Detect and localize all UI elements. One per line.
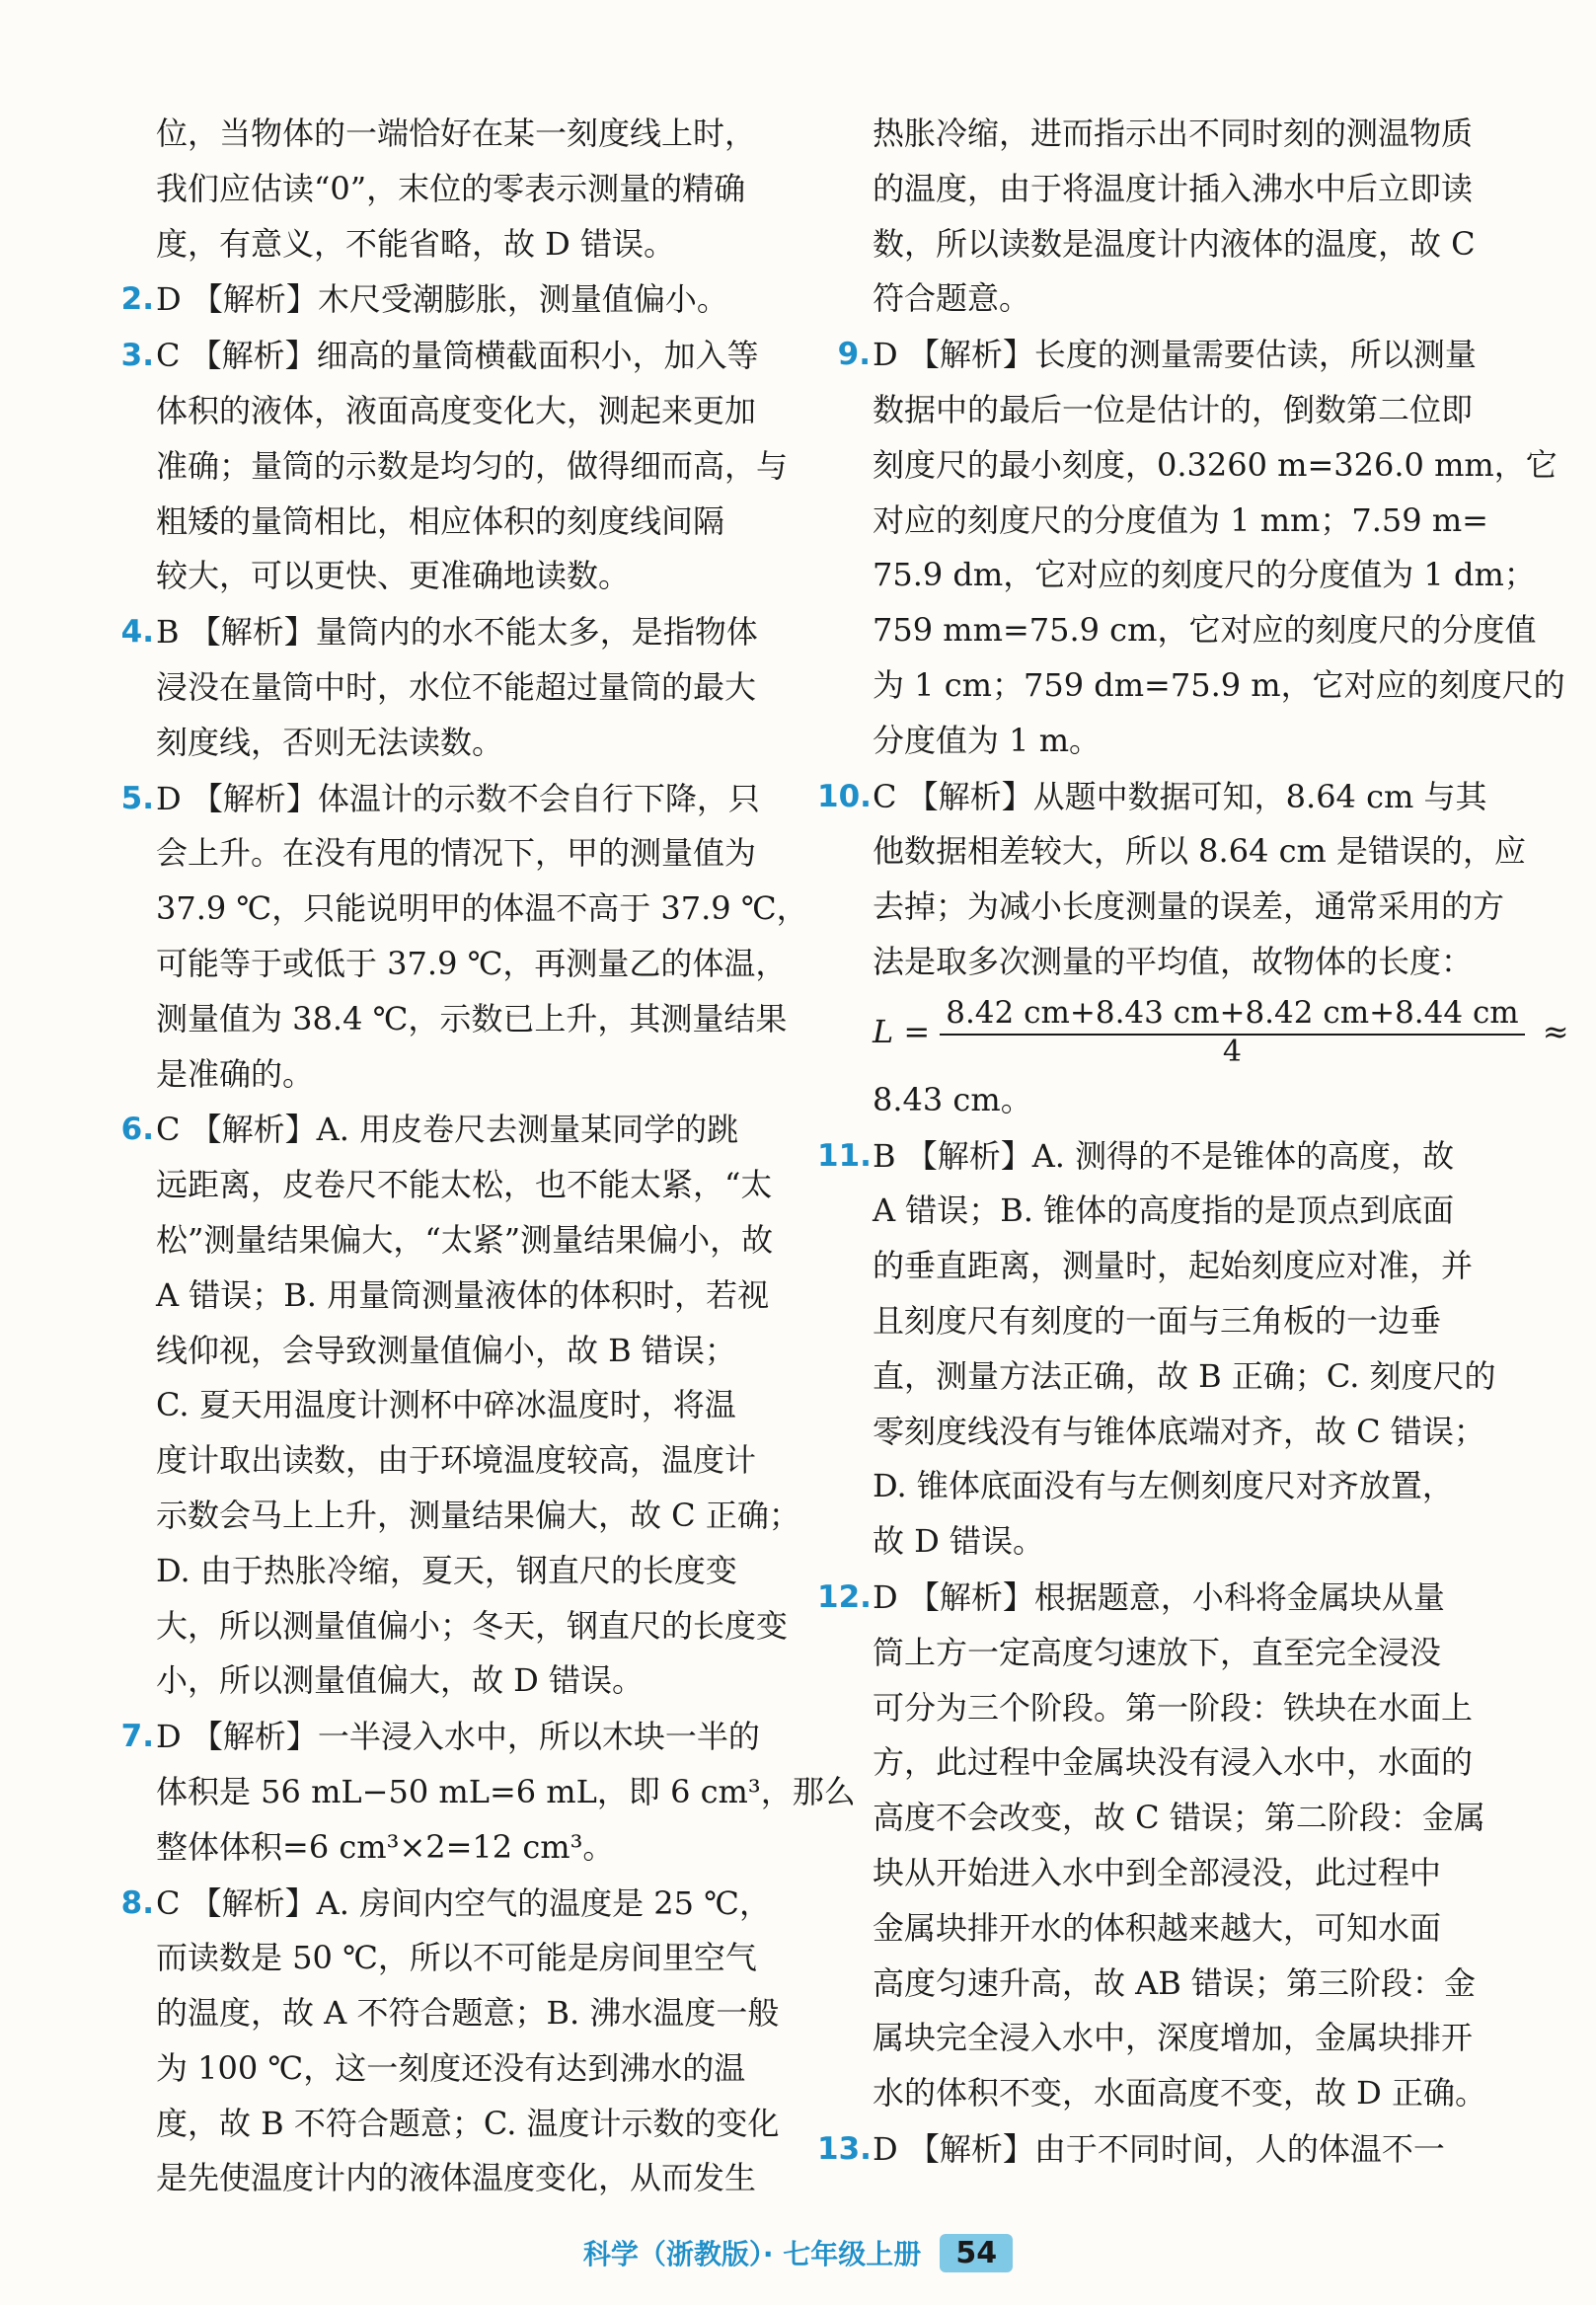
text-line: 他数据相差较大，所以 8.64 cm 是错误的，应	[873, 832, 1527, 871]
text-line: 示数会马上上升，测量结果偏大，故 C 正确；	[156, 1496, 800, 1534]
text-line: 刻度尺的最小刻度，0.3260 m=326.0 mm，它	[873, 445, 1558, 484]
text-line: 方，此过程中金属块没有浸入水中，水面的	[873, 1743, 1474, 1782]
answer-item-5	[111, 772, 808, 1103]
text-line: 法是取多次测量的平均值，故物体的长度：	[873, 942, 1474, 980]
text-line: 高度不会改变，故 C 错误；第二阶段：金属	[873, 1799, 1485, 1837]
text-line: 热胀冷缩，进而指示出不同时刻的测温物质	[873, 115, 1474, 152]
text-line: D 【解析】由于不同时间，人的体温不一	[873, 2129, 1445, 2168]
text-line: B 【解析】A. 测得的不是锥体的高度，故	[873, 1136, 1455, 1175]
text-line: B 【解析】量筒内的水不能太多，是指物体	[156, 613, 758, 652]
item-number: 3.	[120, 338, 154, 374]
text-line: 的垂直距离，测量时，起始刻度应对准，并	[873, 1247, 1474, 1285]
text-line: 刻度线，否则无法读数。	[156, 723, 504, 761]
text-line: 对应的刻度尺的分度值为 1 mm；7.59 m=	[873, 500, 1488, 539]
book-title: 科学（浙教版）· 七年级上册	[582, 2238, 922, 2270]
text-line: 准确；量筒的示数是均匀的，做得细而高，与	[156, 446, 789, 485]
text-line: 测量值为 38.4 ℃，示数已上升，其测量结果	[156, 999, 788, 1037]
text-line: 整体体积=6 cm³×2=12 cm³。	[156, 1827, 615, 1866]
text-line: D 【解析】根据题意，小科将金属块从量	[873, 1577, 1445, 1616]
item-number: 4.	[120, 614, 154, 651]
continued-paragraph-right	[817, 107, 1476, 327]
answer-item-12	[817, 1571, 1487, 2121]
text-line: 分度值为 1 m。	[873, 721, 1102, 759]
text-line: 是先使温度计内的液体温度变化，从而发生	[156, 2159, 757, 2197]
text-line: 可分为三个阶段。第一阶段：铁块在水面上	[873, 1688, 1474, 1727]
answer-item-4	[111, 605, 758, 770]
item-number: 2.	[120, 281, 154, 318]
text-line: 筒上方一定高度匀速放下，直至完全浸没	[873, 1633, 1442, 1671]
right-column	[817, 107, 1569, 2179]
text-line: 块从开始进入水中到全部浸没，此过程中	[873, 1853, 1442, 1891]
text-line: 是准确的。	[156, 1054, 315, 1093]
text-line: D. 由于热胀冷缩，夏天，钢直尺的长度变	[156, 1551, 737, 1589]
text-line: 直，测量方法正确，故 B 正确；C. 刻度尺的	[873, 1356, 1496, 1395]
answer-item-6	[111, 1103, 800, 1709]
text-line: 为 1 cm；759 dm=75.9 m，它对应的刻度尺的	[873, 665, 1565, 704]
text-line: A 错误；B. 锥体的高度指的是顶点到底面	[873, 1191, 1455, 1230]
text-line: 度计取出读数，由于环境温度较高，温度计	[156, 1441, 757, 1480]
text-line: 较大，可以更快、更准确地读数。	[156, 557, 631, 595]
text-line: 松”测量结果偏大，“太紧”测量结果偏小，故	[156, 1220, 774, 1259]
answer-item-3	[111, 329, 789, 604]
item-number: 12.	[817, 1578, 872, 1615]
text-line: 符合题意。	[873, 279, 1031, 318]
continued-paragraph-left	[111, 107, 757, 271]
text-line: 数据中的最后一位是估计的，倒数第二位即	[873, 390, 1474, 428]
item-number: 7.	[120, 1719, 154, 1755]
text-line: 去掉；为减小长度测量的误差，通常采用的方	[873, 887, 1505, 926]
text-line: 759 mm=75.9 cm，它对应的刻度尺的分度值	[873, 611, 1537, 650]
answer-item-8	[111, 1877, 780, 2207]
formula-numerator: 8.42 cm+8.43 cm+8.42 cm+8.44 cm	[940, 994, 1524, 1036]
answer-item-10	[817, 770, 1569, 1128]
text-line: C 【解析】细高的量筒横截面积小，加入等	[156, 337, 759, 375]
page-footer	[0, 2233, 1596, 2272]
text-line: 大，所以测量值偏小；冬天，钢直尺的长度变	[156, 1606, 789, 1645]
text-line: D 【解析】一半浸入水中，所以木块一半的	[156, 1718, 760, 1756]
text-line: 属块完全浸入水中，深度增加，金属块排开	[873, 2019, 1474, 2057]
text-line: 我们应估读“0”，末位的零表示测量的精确	[156, 169, 746, 207]
text-line: 故 D 错误。	[873, 1522, 1045, 1561]
text-line: 高度匀速升高，故 AB 错误；第三阶段：金	[873, 1963, 1476, 2002]
text-line: 体积的液体，液面高度变化大，测起来更加	[156, 391, 757, 429]
formula-fraction	[940, 994, 1524, 1069]
text-line: 线仰视，会导致测量值偏小，故 B 错误；	[156, 1331, 736, 1369]
text-line: 8.43 cm。	[873, 1080, 1032, 1118]
text-line: 而读数是 50 ℃，所以不可能是房间里空气	[156, 1939, 757, 1977]
item-number: 10.	[817, 778, 872, 814]
text-line: 的温度，由于将温度计插入沸水中后立即读	[873, 169, 1474, 207]
answer-item-2	[111, 272, 742, 328]
text-line: 零刻度线没有与锥体底端对齐，故 C 错误；	[873, 1412, 1485, 1450]
text-line: A 错误；B. 用量筒测量液体的体积时，若视	[156, 1275, 770, 1314]
answer-item-9	[817, 328, 1565, 768]
text-line: C 【解析】A. 房间内空气的温度是 25 ℃，	[156, 1883, 771, 1922]
item-number: 11.	[817, 1137, 872, 1174]
approx-symbol: ≈	[1542, 1012, 1569, 1050]
item-number: 9.	[837, 337, 871, 373]
text-line: 75.9 dm，它对应的刻度尺的分度值为 1 dm；	[873, 556, 1536, 594]
text-line: D. 锥体底面没有与左侧刻度尺对齐放置，	[873, 1467, 1454, 1505]
text-line: 粗矮的量筒相比，相应体积的刻度线间隔	[156, 501, 725, 540]
text-line: 会上升。在没有甩的情况下，甲的测量值为	[156, 834, 757, 873]
text-line: 37.9 ℃，只能说明甲的体温不高于 37.9 ℃，	[156, 889, 808, 928]
page-number: 54	[940, 2234, 1013, 2272]
answer-item-11	[817, 1129, 1496, 1570]
text-line: 数，所以读数是温度计内液体的温度，故 C	[873, 224, 1476, 263]
text-line: C 【解析】A. 用皮卷尺去测量某同学的跳	[156, 1111, 739, 1149]
text-line: 浸没在量筒中时，水位不能超过量筒的最大	[156, 667, 757, 706]
answer-item-13	[817, 2122, 1449, 2178]
text-line: 为 100 ℃，这一刻度还没有达到沸水的温	[156, 2048, 746, 2087]
text-line: D 【解析】体温计的示数不会自行下降，只	[156, 779, 760, 817]
text-line: 度，有意义，不能省略，故 D 错误。	[156, 224, 676, 263]
item-number: 8.	[120, 1884, 154, 1921]
text-line: D 【解析】木尺受潮膨胀，测量值偏小。	[156, 280, 728, 319]
text-line: 水的体积不变，水面高度不变，故 D 正确。	[873, 2074, 1487, 2113]
text-line: C. 夏天用温度计测杯中碎冰温度时，将温	[156, 1386, 736, 1424]
text-line: 远距离，皮卷尺不能太松，也不能太紧，“太	[156, 1166, 773, 1204]
text-line: 的温度，故 A 不符合题意；B. 沸水温度一般	[156, 1994, 780, 2033]
formula-denominator: 4	[1222, 1034, 1243, 1069]
text-line: D 【解析】长度的测量需要估读，所以测量	[873, 336, 1477, 374]
item-number: 13.	[817, 2130, 872, 2167]
item-number: 5.	[120, 780, 154, 816]
formula-lhs: L =	[873, 1012, 931, 1050]
text-line: 小，所以测量值偏大，故 D 错误。	[156, 1661, 645, 1700]
answer-item-7	[111, 1710, 856, 1875]
text-line: 体积是 56 mL−50 mL=6 mL，即 6 cm³，那么	[156, 1772, 856, 1810]
text-line: 且刻度尺有刻度的一面与三角板的一边垂	[873, 1301, 1442, 1340]
average-length-formula	[873, 990, 1569, 1073]
text-line: C 【解析】从题中数据可知，8.64 cm 与其	[873, 777, 1487, 815]
text-line: 可能等于或低于 37.9 ℃，再测量乙的体温，	[156, 944, 788, 982]
text-line: 金属块排开水的体积越来越大，可知水面	[873, 1908, 1442, 1947]
text-line: 位，当物体的一端恰好在某一刻度线上时，	[156, 115, 757, 152]
item-number: 6.	[120, 1112, 154, 1148]
text-line: 度，故 B 不符合题意；C. 温度计示数的变化	[156, 2104, 780, 2142]
